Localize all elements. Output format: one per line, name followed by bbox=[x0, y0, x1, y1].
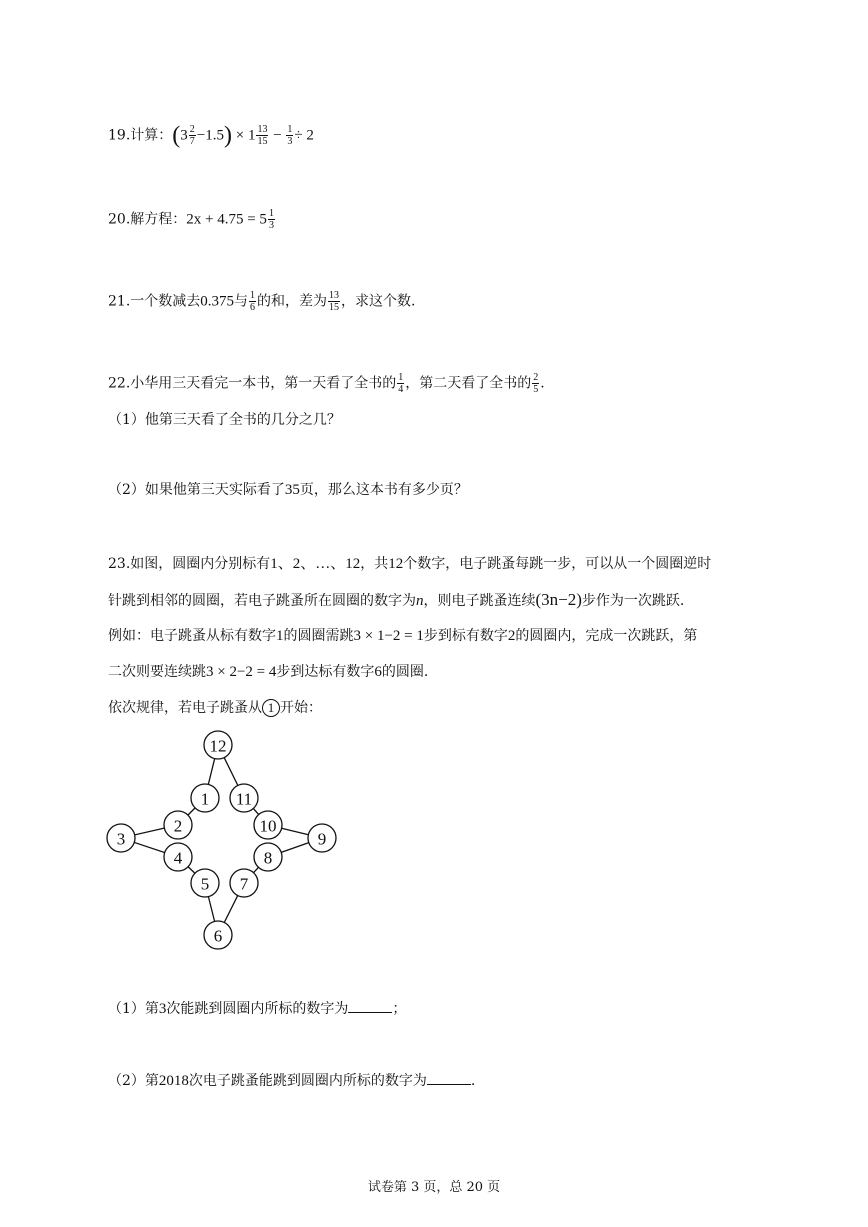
diagram-node-9 bbox=[308, 824, 336, 852]
q20-frac: $\frac{1}{3}$ bbox=[268, 208, 274, 231]
q22-frac-1: $\frac{1}{4}$ bbox=[398, 372, 404, 395]
q20-label: 20.解方程： bbox=[108, 211, 187, 228]
diagram-node-label: 6 bbox=[213, 926, 223, 946]
q23-subquestion-1: （1）第3次能跳到圆圈内所标的数字为 ； bbox=[108, 998, 406, 1019]
q19-label: 19.计算： bbox=[108, 127, 173, 144]
q22-text: 22.小华用三天看完一本书，第一天看了全书的 bbox=[108, 375, 397, 392]
diagram-node-5 bbox=[191, 869, 219, 897]
diagram-node-10 bbox=[254, 811, 282, 839]
q20-equation: 2x + 4.75 = 5 bbox=[186, 211, 267, 228]
diagram-node-4 bbox=[164, 843, 192, 871]
q21-text: 21.一个数减去 bbox=[108, 293, 201, 310]
q23-line-1: 23.如图，圆圈内分别标有1、2、…、12，共12个数字，电子跳蚤每跳一步，可以从一个圆圈逆时 bbox=[108, 556, 712, 572]
q19-minus: −1.5 bbox=[196, 127, 224, 144]
diagram-node-label: 10 bbox=[259, 816, 277, 836]
answer-blank-1[interactable] bbox=[348, 998, 392, 1013]
diagram-node-label: 9 bbox=[317, 829, 327, 849]
diagram-node-2 bbox=[164, 811, 192, 839]
q22-frac-2: $\frac{2}{5}$ bbox=[533, 372, 539, 395]
circled-number-icon: 1 bbox=[262, 699, 280, 717]
q23-line-2: 针跳到相邻的圆圈，若电子跳蚤所在圆圈的数字为n，则电子跳蚤连续(3n−2)步作为一次跳跃. bbox=[108, 590, 685, 609]
q22-subquestion-2: （2）如果他第三天实际看了35页，那么这本书有多少页？ bbox=[108, 482, 468, 498]
q22-subquestion-1: （1）他第三天看了全书的几分之几？ bbox=[108, 412, 341, 428]
diagram-node-label: 12 bbox=[209, 736, 227, 756]
diagram-node-label: 3 bbox=[116, 829, 126, 849]
q23-line-3: 例如：电子跳蚤从标有数字1的圆圈需跳3 × 1−2 = 1步到标有数字2的圆圈内，完成一次跳跃，第 bbox=[108, 628, 698, 644]
diagram-node-label: 4 bbox=[173, 848, 183, 868]
q23-line-5: 依次规律，若电子跳蚤从 1 开始： bbox=[108, 700, 322, 716]
diagram-node-11 bbox=[230, 784, 258, 812]
q21-frac-1: $\frac{1}{6}$ bbox=[250, 290, 256, 313]
q19-frac-a: $\frac{2}{7}$ bbox=[189, 124, 195, 147]
q19-frac-c: $\frac{1}{3}$ bbox=[287, 124, 293, 147]
diagram-nodes bbox=[107, 731, 336, 949]
q19-div: ÷ 2 bbox=[294, 127, 314, 144]
diagram-node-3 bbox=[107, 824, 135, 852]
diagram-node-12 bbox=[204, 731, 232, 759]
circle-ring-diagram bbox=[100, 730, 350, 955]
page-footer: 试卷第 3 页，总 20 页 bbox=[367, 1180, 501, 1195]
diagram-node-1 bbox=[191, 784, 219, 812]
q22-pages-value: 35 bbox=[284, 482, 300, 498]
answer-blank-2[interactable] bbox=[427, 1070, 471, 1085]
question-19: 19.计算：(3 $\frac{2}{7}$ −1.5) × 1 $\frac{13}{15}$ − $\frac{1}{3}$ ÷ 2 bbox=[108, 122, 314, 149]
q21-value: 0.375 bbox=[200, 293, 235, 310]
question-21: 21.一个数减去0.375与 $\frac{1}{6}$ 的和，差为 $\frac{13}{15}$ ，求这个数. bbox=[108, 290, 416, 313]
q19-frac-b: $\frac{13}{15}$ bbox=[257, 124, 268, 147]
diagram-edges bbox=[121, 745, 322, 935]
q23-line-4: 二次则要连续跳3 × 2−2 = 4步到达标有数字6的圆圈. bbox=[108, 664, 429, 680]
diagram-node-8 bbox=[254, 843, 282, 871]
question-20 bbox=[108, 208, 276, 231]
question-22: 22.小华用三天看完一本书，第一天看了全书的 $\frac{1}{4}$ ，第二天看了全书的 $\frac{2}{5}$ . bbox=[108, 372, 545, 395]
diagram-node-label: 5 bbox=[200, 874, 210, 894]
q19-times: × 1 bbox=[231, 127, 256, 144]
diagram-node-6 bbox=[204, 921, 232, 949]
diagram-node-label: 2 bbox=[173, 816, 183, 836]
diagram-node-label: 1 bbox=[200, 789, 210, 809]
q23-subquestion-2: （2）第2018次电子跳蚤能跳到圆圈内所标的数字为 . bbox=[108, 1070, 475, 1091]
q19-a: 3 bbox=[180, 127, 188, 144]
diagram-node-label: 11 bbox=[235, 789, 253, 809]
diagram-node-label: 8 bbox=[263, 848, 273, 868]
q21-frac-2: $\frac{13}{15}$ bbox=[329, 290, 340, 313]
diagram-node-7 bbox=[230, 869, 258, 897]
diagram-node-label: 7 bbox=[239, 874, 249, 894]
